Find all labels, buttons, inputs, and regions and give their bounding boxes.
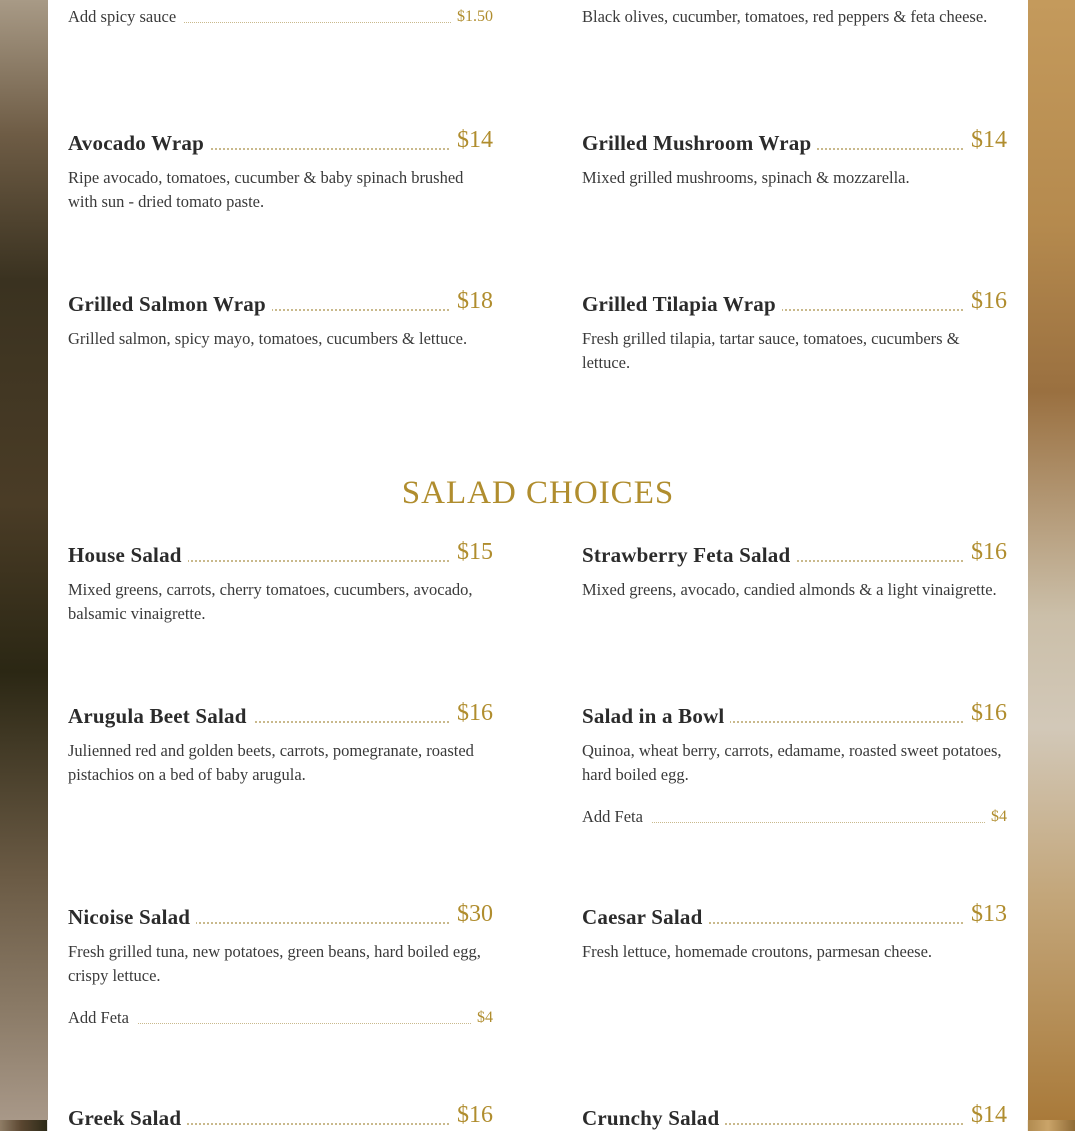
- addon-price: $1.50: [451, 8, 493, 26]
- item-name: Greek Salad: [68, 1106, 187, 1131]
- item-header: [68, 1095, 493, 1131]
- item-description: Fresh grilled tilapia, tartar sauce, tomatoes, cucumbers & lettuce.: [582, 329, 960, 372]
- item-price: $18: [451, 288, 493, 315]
- item-name: Nicoise Salad: [68, 905, 196, 930]
- item-name: House Salad: [68, 543, 188, 568]
- item-name: Grilled Salmon Wrap: [68, 292, 272, 317]
- addon-label: Add spicy sauce: [68, 7, 184, 27]
- item-name: Arugula Beet Salad: [68, 704, 253, 729]
- item-header: [582, 532, 1007, 568]
- item-name: Grilled Mushroom Wrap: [582, 131, 817, 156]
- item-header: [582, 894, 1007, 930]
- item-description: Mixed grilled mushrooms, spinach & mozzarella.: [582, 168, 910, 187]
- item-price: $16: [451, 700, 493, 727]
- background-left-photo: [0, 0, 48, 1120]
- item-header: [68, 281, 493, 317]
- item-price: $16: [451, 1102, 493, 1129]
- addon-label: Add Feta: [68, 1008, 137, 1028]
- item-price: $14: [965, 127, 1007, 154]
- item-description: Ripe avocado, tomatoes, cucumber & baby spinach brushed with sun - dried tomato paste.: [68, 168, 464, 211]
- item-header: [68, 120, 493, 156]
- addon-spicy-sauce: [68, 5, 493, 27]
- item-price: $15: [451, 539, 493, 566]
- item-name: Caesar Salad: [582, 905, 708, 930]
- item-price: $30: [451, 901, 493, 928]
- item-header: [68, 693, 493, 729]
- item-price: $16: [965, 288, 1007, 315]
- item-description: Fresh lettuce, homemade croutons, parmesan cheese.: [582, 942, 933, 961]
- item-name: Grilled Tilapia Wrap: [582, 292, 782, 317]
- item-description: Julienned red and golden beets, carrots, pomegranate, roasted pistachios on a bed of baby arugula.: [68, 741, 474, 784]
- item-name: Crunchy Salad: [582, 1106, 725, 1131]
- item-description: Black olives, cucumber, tomatoes, red peppers & feta cheese.: [582, 7, 988, 26]
- addon-price: $4: [985, 808, 1007, 826]
- background-right-photo: [1028, 0, 1075, 1120]
- item-price: $14: [965, 1102, 1007, 1129]
- item-header: [582, 281, 1007, 317]
- menu-page: [48, 0, 1028, 1130]
- item-header: [68, 532, 493, 568]
- item-header: [68, 894, 493, 930]
- item-description: Quinoa, wheat berry, carrots, edamame, roasted sweet potatoes, hard boiled egg.: [582, 741, 1002, 784]
- addon-feta: [582, 805, 1007, 827]
- item-price: $14: [451, 127, 493, 154]
- item-description: Fresh grilled tuna, new potatoes, green beans, hard boiled egg, crispy lettuce.: [68, 942, 481, 985]
- addon-price: $4: [471, 1009, 493, 1027]
- item-description: Grilled salmon, spicy mayo, tomatoes, cucumbers & lettuce.: [68, 329, 468, 348]
- item-price: $16: [965, 539, 1007, 566]
- item-description: Mixed greens, carrots, cherry tomatoes, cucumbers, avocado, balsamic vinaigrette.: [68, 580, 473, 623]
- item-header: [582, 693, 1007, 729]
- item-price: $16: [965, 700, 1007, 727]
- item-description: Mixed greens, avocado, candied almonds & a light vinaigrette.: [582, 580, 997, 599]
- addon-feta: [68, 1006, 493, 1028]
- addon-label: Add Feta: [582, 807, 651, 827]
- item-header: [582, 1095, 1007, 1131]
- item-header: [582, 120, 1007, 156]
- item-price: $13: [965, 901, 1007, 928]
- item-name: Salad in a Bowl: [582, 704, 730, 729]
- section-title-salad-choices: SALAD CHOICES: [401, 475, 675, 511]
- item-name: Strawberry Feta Salad: [582, 543, 796, 568]
- item-name: Avocado Wrap: [68, 131, 210, 156]
